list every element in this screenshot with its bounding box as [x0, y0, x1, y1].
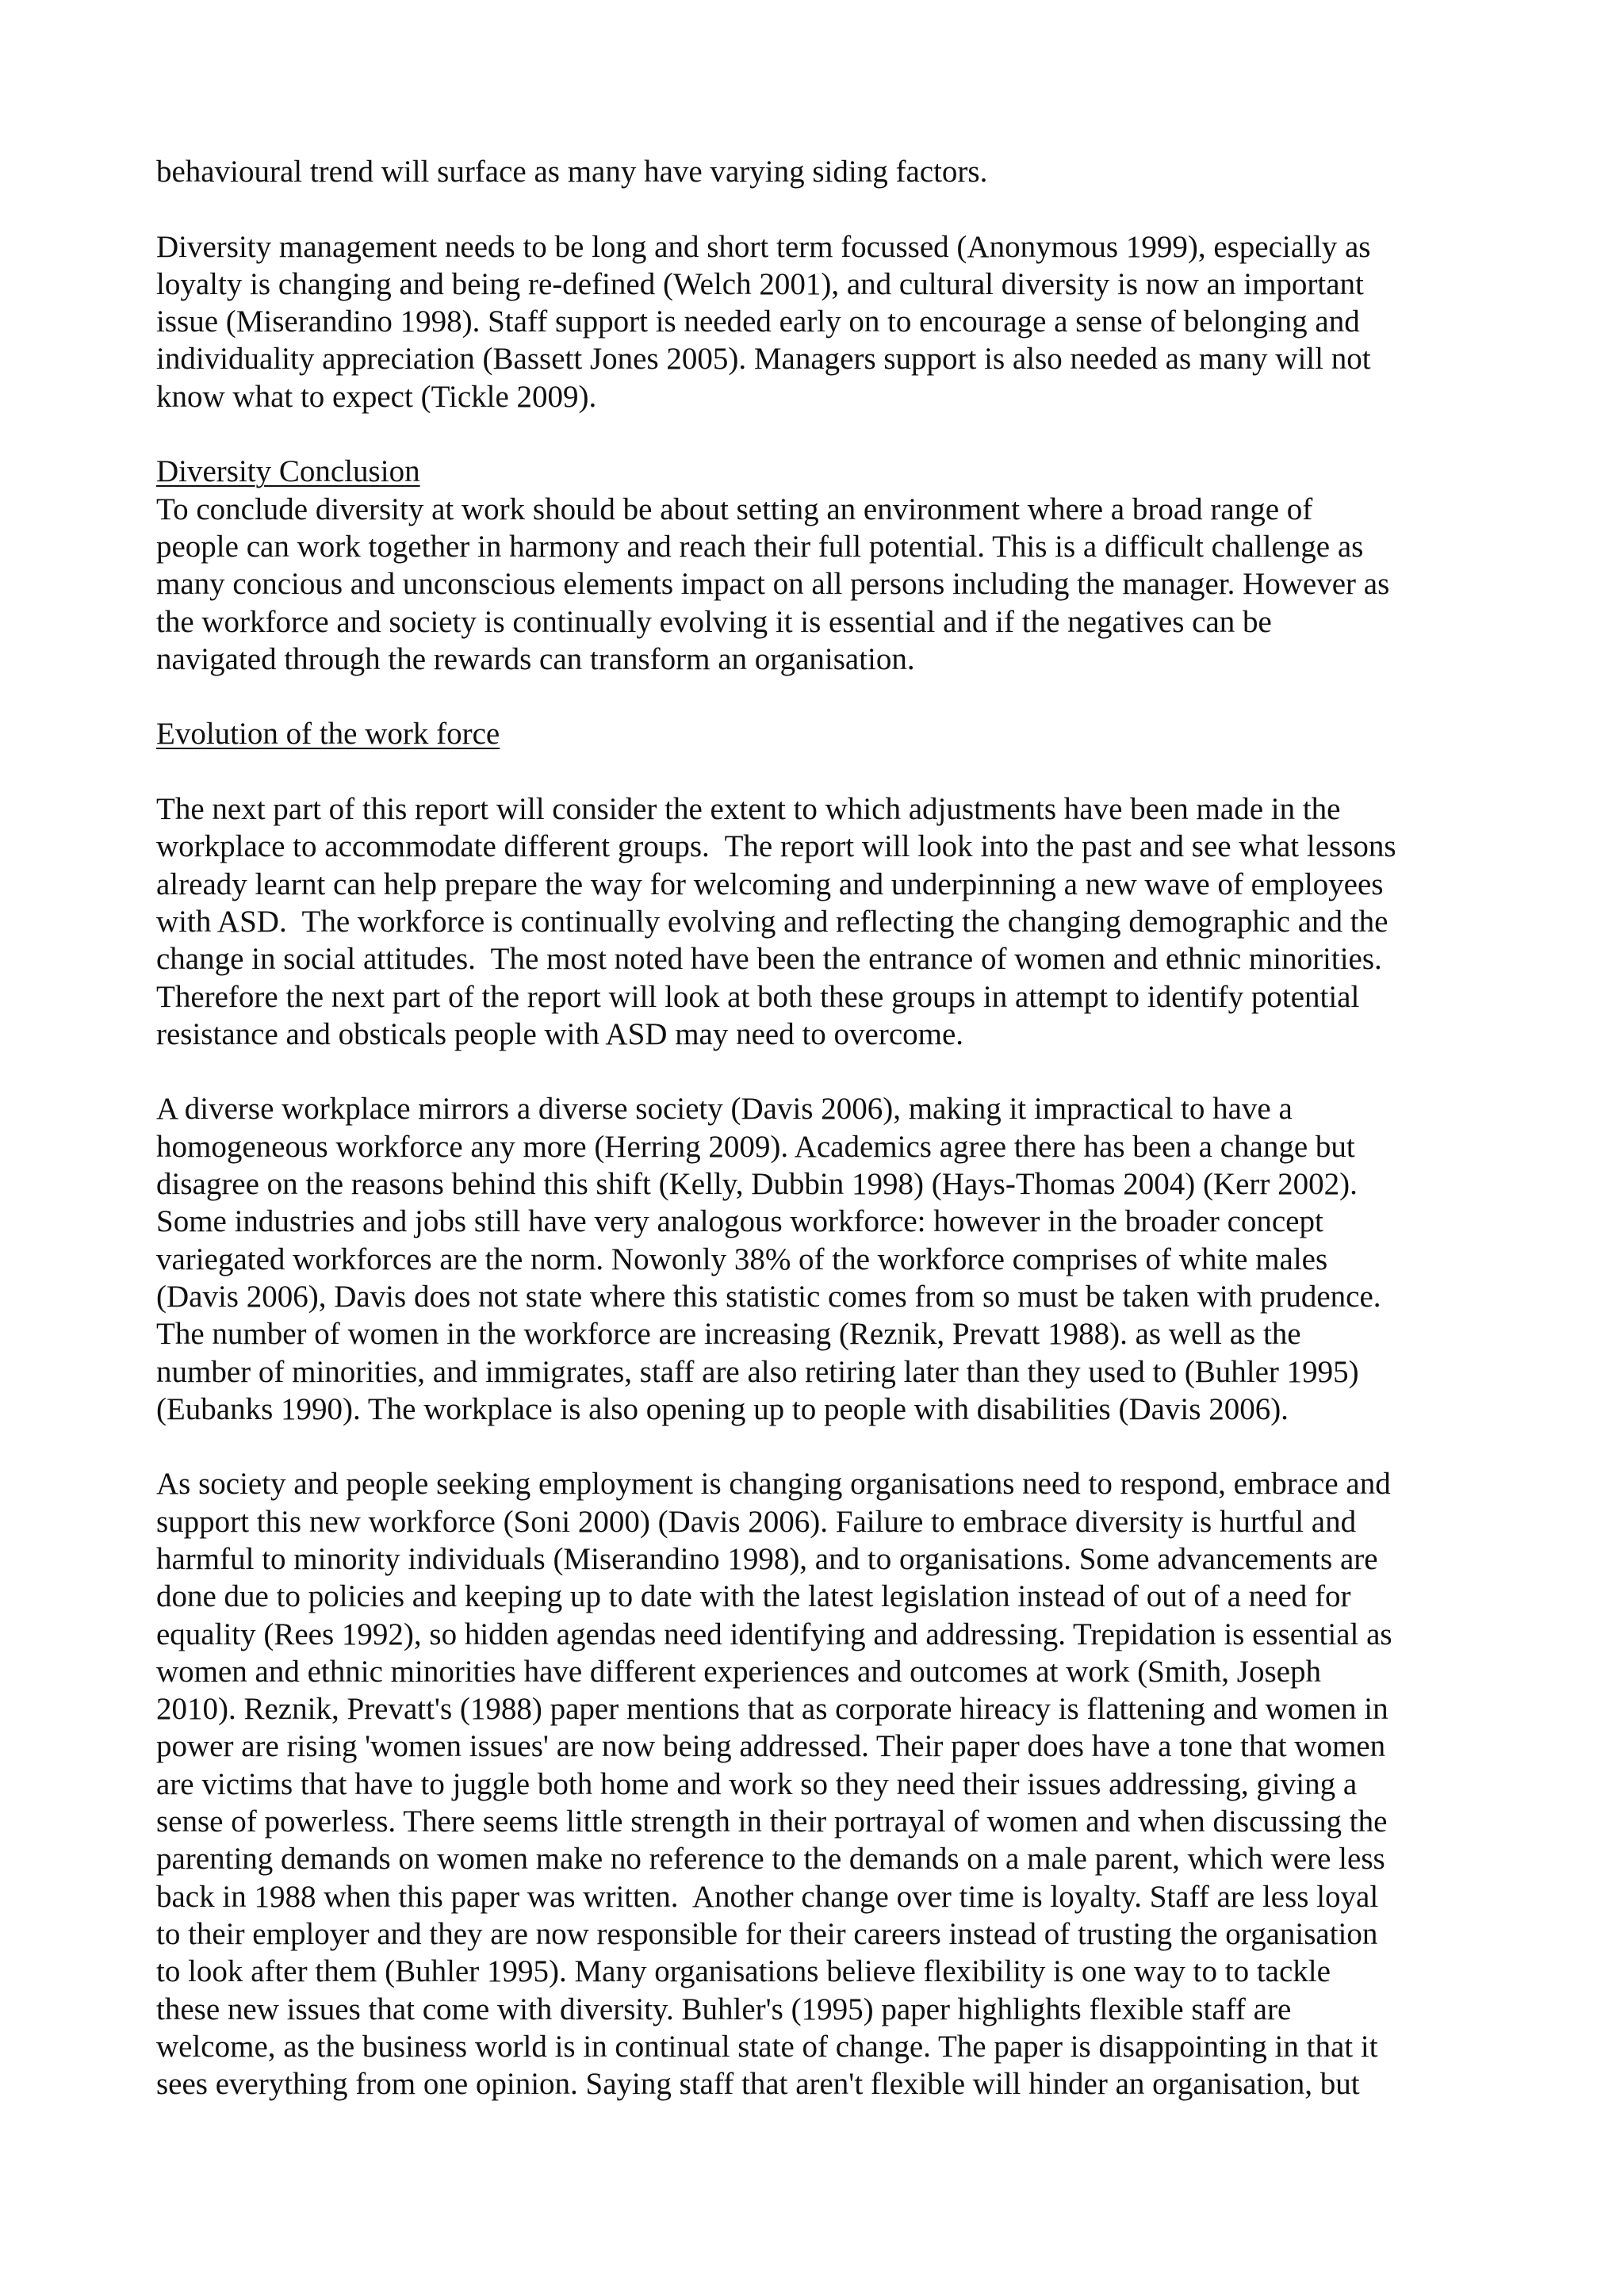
text-line: to look after them (Buhler 1995). Many organisations believe flexibility is one way to to tackle — [156, 1954, 1331, 1989]
text-line: power are rising 'women issues' are now being addressed. Their paper does have a tone that women — [156, 1729, 1386, 1764]
text-line: with ASD. The workforce is continually evolving and reflecting the changing demographic and the — [156, 904, 1388, 939]
paragraph — [156, 1090, 1488, 1428]
text-line: equality (Rees 1992), so hidden agendas need identifying and addressing. Trepidation is essential as — [156, 1617, 1392, 1651]
text-line: A diverse workplace mirrors a diverse society (Davis 2006), making it impractical to have a — [156, 1092, 1293, 1127]
text-line: disagree on the reasons behind this shift (Kelly, Dubbin 1998) (Hays-Thomas 2004) (Kerr 2002). — [156, 1167, 1358, 1202]
text-line: individuality appreciation (Bassett Jones 2005). Managers support is also needed as many will not — [156, 342, 1371, 377]
text-line: Therefore the next part of the report will look at both these groups in attempt to identify potential — [156, 979, 1360, 1014]
text-line: to their employer and they are now responsible for their careers instead of trusting the organisation — [156, 1916, 1378, 1951]
text-line: support this new workforce (Soni 2000) (Davis 2006). Failure to embrace diversity is hurtful and — [156, 1504, 1357, 1539]
text-line: (Eubanks 1990). The workplace is also opening up to people with disabilities (Davis 2006). — [156, 1391, 1289, 1426]
text-line: are victims that have to juggle both home and work so they need their issues addressing, giving a — [156, 1766, 1358, 1801]
text-line: already learnt can help prepare the way for welcoming and underpinning a new wave of employees — [156, 867, 1384, 901]
text-line: parenting demands on women make no reference to the demands on a male parent, which were less — [156, 1842, 1385, 1877]
text-line: The next part of this report will consider the extent to which adjustments have been made in the — [156, 792, 1341, 827]
text-line: The number of women in the workforce are increasing (Reznik, Prevatt 1988). as well as the — [156, 1317, 1301, 1352]
document-page — [156, 153, 1488, 2103]
text-line: issue (Miserandino 1998). Staff support is needed early on to encourage a sense of belonging and — [156, 304, 1360, 339]
paragraph — [156, 228, 1488, 415]
text-line: welcome, as the business world is in continual state of change. The paper is disappointing in that it — [156, 2029, 1378, 2064]
text-line: resistance and obsticals people with ASD may need to overcome. — [156, 1016, 964, 1051]
text-line: variegated workforces are the norm. Nowonly 38% of the workforce comprises of white males — [156, 1242, 1328, 1276]
text-line: As society and people seeking employment is changing organisations need to respond, embrace and — [156, 1467, 1391, 1502]
paragraph — [156, 491, 1488, 678]
section-heading — [156, 715, 1488, 752]
text-line: (Davis 2006), Davis does not state where this statistic comes from so must be taken with prudence. — [156, 1279, 1381, 1314]
text-line: people can work together in harmony and reach their full potential. This is a difficult challenge as — [156, 529, 1364, 564]
text-line: number of minorities, and immigrates, staff are also retiring later than they used to (Buhler 1995) — [156, 1354, 1359, 1389]
paragraph — [156, 1465, 1488, 2103]
text-line: know what to expect (Tickle 2009). — [156, 379, 597, 414]
text-line: To conclude diversity at work should be about setting an environment where a broad range of — [156, 492, 1313, 526]
text-line: sense of powerless. There seems little strength in their portrayal of women and when discussing the — [156, 1804, 1388, 1839]
section-heading-text: Diversity Conclusion — [156, 454, 420, 489]
text-line: homogeneous workforce any more (Herring 2009). Academics agree there has been a change but — [156, 1129, 1355, 1164]
text-line: workplace to accommodate different groups. The report will look into the past and see what lessons — [156, 829, 1396, 864]
text-line: loyalty is changing and being re-defined (Welch 2001), and cultural diversity is now an important — [156, 266, 1364, 301]
text-line: done due to policies and keeping up to date with the latest legislation instead of out of a need for — [156, 1579, 1351, 1614]
text-line: navigated through the rewards can transform an organisation. — [156, 641, 915, 676]
text-line: these new issues that come with diversity. Buhler's (1995) paper highlights flexible staff are — [156, 1992, 1292, 2026]
text-line: 2010). Reznik, Prevatt's (1988) paper mentions that as corporate hireacy is flattening and women in — [156, 1692, 1388, 1727]
paragraph — [156, 153, 1488, 190]
section-heading-text: Evolution of the work force — [156, 717, 500, 752]
section-heading — [156, 453, 1488, 490]
text-line: back in 1988 when this paper was written. Another change over time is loyalty. Staff are less loyal — [156, 1879, 1379, 1914]
text-line: harmful to minority individuals (Miserandino 1998), and to organisations. Some advancements are — [156, 1541, 1378, 1576]
text-line: the workforce and society is continually evolving it is essential and if the negatives can be — [156, 604, 1272, 639]
text-line: women and ethnic minorities have different experiences and outcomes at work (Smith, Joseph — [156, 1654, 1321, 1689]
text-line: change in social attitudes. The most noted have been the entrance of women and ethnic minorities. — [156, 942, 1382, 977]
text-line: many concious and unconscious elements impact on all persons including the manager. However as — [156, 567, 1390, 602]
text-line: Diversity management needs to be long and short term focussed (Anonymous 1999), especially as — [156, 229, 1371, 264]
text-line: behavioural trend will surface as many have varying siding factors. — [156, 155, 988, 189]
text-line: sees everything from one opinion. Saying staff that aren't flexible will hinder an organisation, but — [156, 2067, 1360, 2102]
text-line: Some industries and jobs still have very analogous workforce: however in the broader concept — [156, 1204, 1323, 1239]
paragraph — [156, 790, 1488, 1053]
